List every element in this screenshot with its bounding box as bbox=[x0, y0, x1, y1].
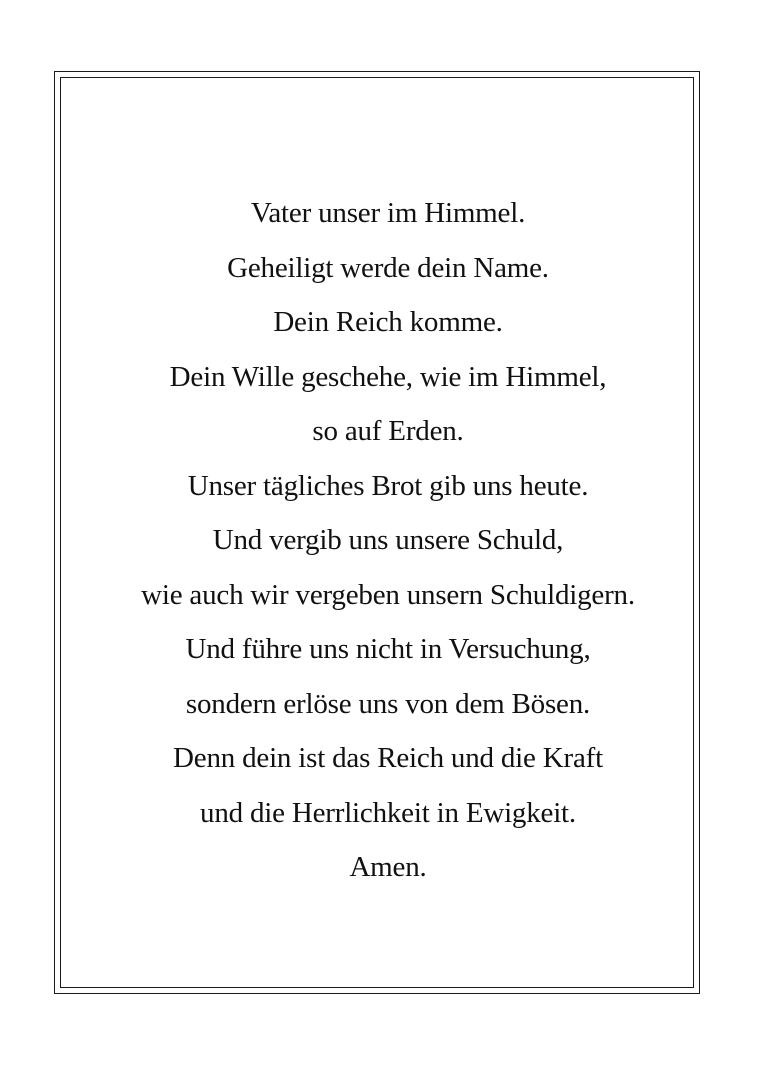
prayer-line: und die Herrlichkeit in Ewigkeit. bbox=[200, 796, 576, 829]
prayer-line: Amen. bbox=[349, 851, 427, 883]
prayer-line: Dein Wille geschehe, wie im Himmel, bbox=[169, 360, 607, 393]
prayer-line: Und führe uns nicht in Versuchung, bbox=[185, 633, 591, 665]
prayer-line: wie auch wir vergeben unsern Schuldigern. bbox=[141, 578, 635, 611]
prayer-text bbox=[60, 186, 716, 895]
prayer-line: Dein Reich komme. bbox=[273, 306, 503, 338]
prayer-line: Geheiligt werde dein Name. bbox=[227, 251, 549, 284]
prayer-line: Unser tägliches Brot gib uns heute. bbox=[187, 469, 589, 502]
prayer-line: so auf Erden. bbox=[312, 415, 464, 447]
prayer-line: Denn dein ist das Reich und die Kraft bbox=[173, 742, 603, 774]
prayer-line: sondern erlöse uns von dem Bösen. bbox=[185, 687, 591, 720]
prayer-line: Und vergib uns unsere Schuld, bbox=[212, 524, 564, 556]
prayer-line: Vater unser im Himmel. bbox=[250, 197, 526, 229]
